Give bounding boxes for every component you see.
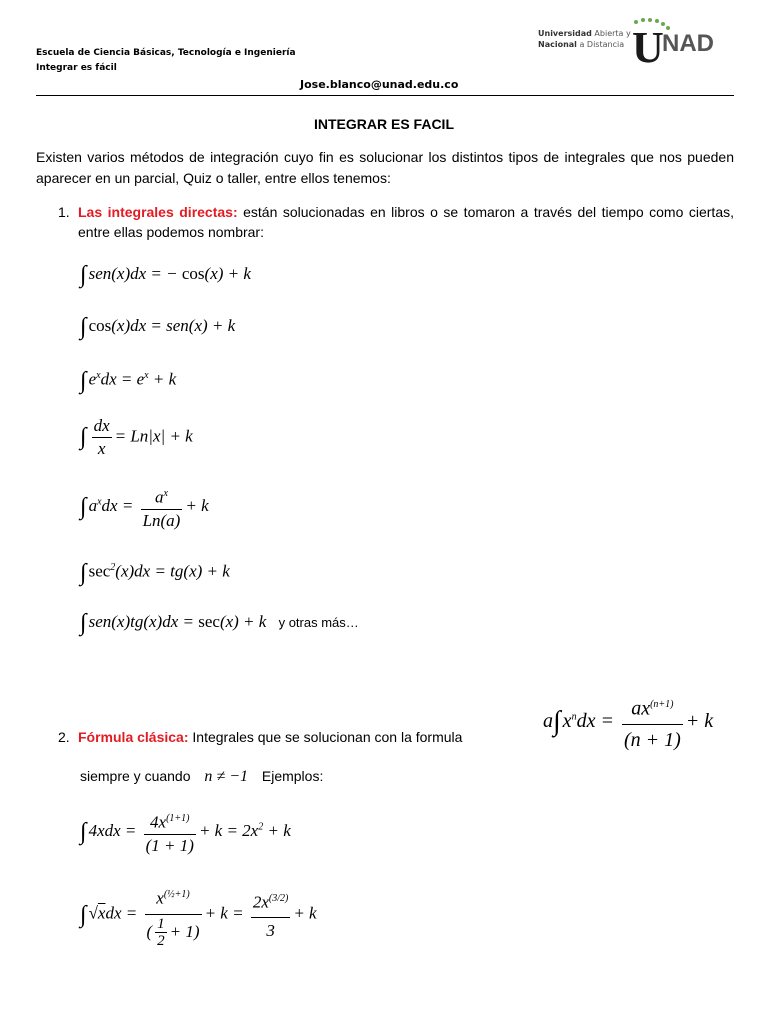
- university-logo: [538, 18, 728, 68]
- section-2-number: 2.: [58, 729, 70, 745]
- section-1-heading: Las integrales directas:: [78, 204, 238, 220]
- logo-line1-a: Universidad: [538, 29, 592, 38]
- header-school: [36, 46, 296, 76]
- section-1-body: están solucionadas en libros o se tomaron a través del tiempo como ciertas, entre ellas podemos nombrar:: [78, 204, 735, 240]
- header-divider: [36, 95, 734, 96]
- logo-line1-b: Abierta y: [594, 29, 631, 38]
- condition-prefix: siempre y cuando: [80, 768, 191, 784]
- formula-sen: ∫ sen(x)dx = − cos(x) + k: [80, 262, 251, 288]
- formula-cos: ∫ cos(x)dx = sen(x) + k: [80, 314, 236, 340]
- section-1-text: [78, 202, 734, 242]
- svg-text:NAD: NAD: [662, 30, 714, 57]
- section-2-heading: Fórmula clásica:: [78, 729, 189, 745]
- section-2-text: [78, 727, 530, 747]
- condition-line: [80, 767, 323, 787]
- logo-wordmark: [538, 28, 631, 50]
- formula-exp: ∫ $e^xdx = e^x + k$: [80, 367, 177, 394]
- formula-ax: ∫ $a^xdx$ = $\frac{a^x}{Ln(a)}$ + k: [80, 483, 209, 532]
- section-1-number: 1.: [58, 204, 70, 220]
- example-sqrt-x: ∫ √xdx = $x^{(\frac{1}{2}+1)}$ ( $\frac{1}{2}$ + 1) + k = $\frac{2x^{(3/2)}}{3}$ + k: [80, 880, 317, 949]
- logo-line2-b: a Distancia: [579, 40, 625, 49]
- svg-text:U: U: [632, 23, 664, 68]
- formula-power-rule: a∫ $x^ndx$ = $\frac{ax^{(n+1)}}{(n + 1)}$ + k: [543, 690, 713, 755]
- example-4x: ∫ 4xdx = $\frac{4x^{(1+1)}}{(1 + 1)}$ + $k = 2x^2 + k$: [80, 808, 291, 857]
- course-name: Integrar es fácil: [36, 63, 117, 73]
- author-email: Jose.blanco@unad.edu.co: [300, 78, 459, 91]
- school-name: Escuela de Ciencia Básicas, Tecnología e Ingeniería: [36, 48, 296, 58]
- page-title: INTEGRAR ES FACIL: [313, 116, 454, 132]
- formula-sectg: ∫ sen(x)tg(x)dx = sec(x) + k y otras más…: [80, 610, 359, 636]
- formula-ln: ∫ $\frac{dx}{x}$ = Ln|x| + k: [80, 416, 193, 458]
- intro-paragraph: Existen varios métodos de integración cuyo fin es solucionar los distintos tipos de integrales que nos pueden aparecer en un parcial, Quiz o taller, entre ellos tenemos:: [36, 149, 734, 186]
- logo-line2-a: Nacional: [538, 40, 577, 49]
- formula-sec2: ∫ $\sec^2(x)dx = tg(x) + k$: [80, 559, 230, 586]
- condition-suffix: Ejemplos:: [261, 768, 324, 784]
- section-2-body: Integrales que se solucionan con la formula: [188, 729, 463, 745]
- more-note: y otras más…: [278, 615, 359, 630]
- unad-logo-icon: [632, 18, 728, 68]
- condition-formula: n ≠ −1: [204, 768, 248, 785]
